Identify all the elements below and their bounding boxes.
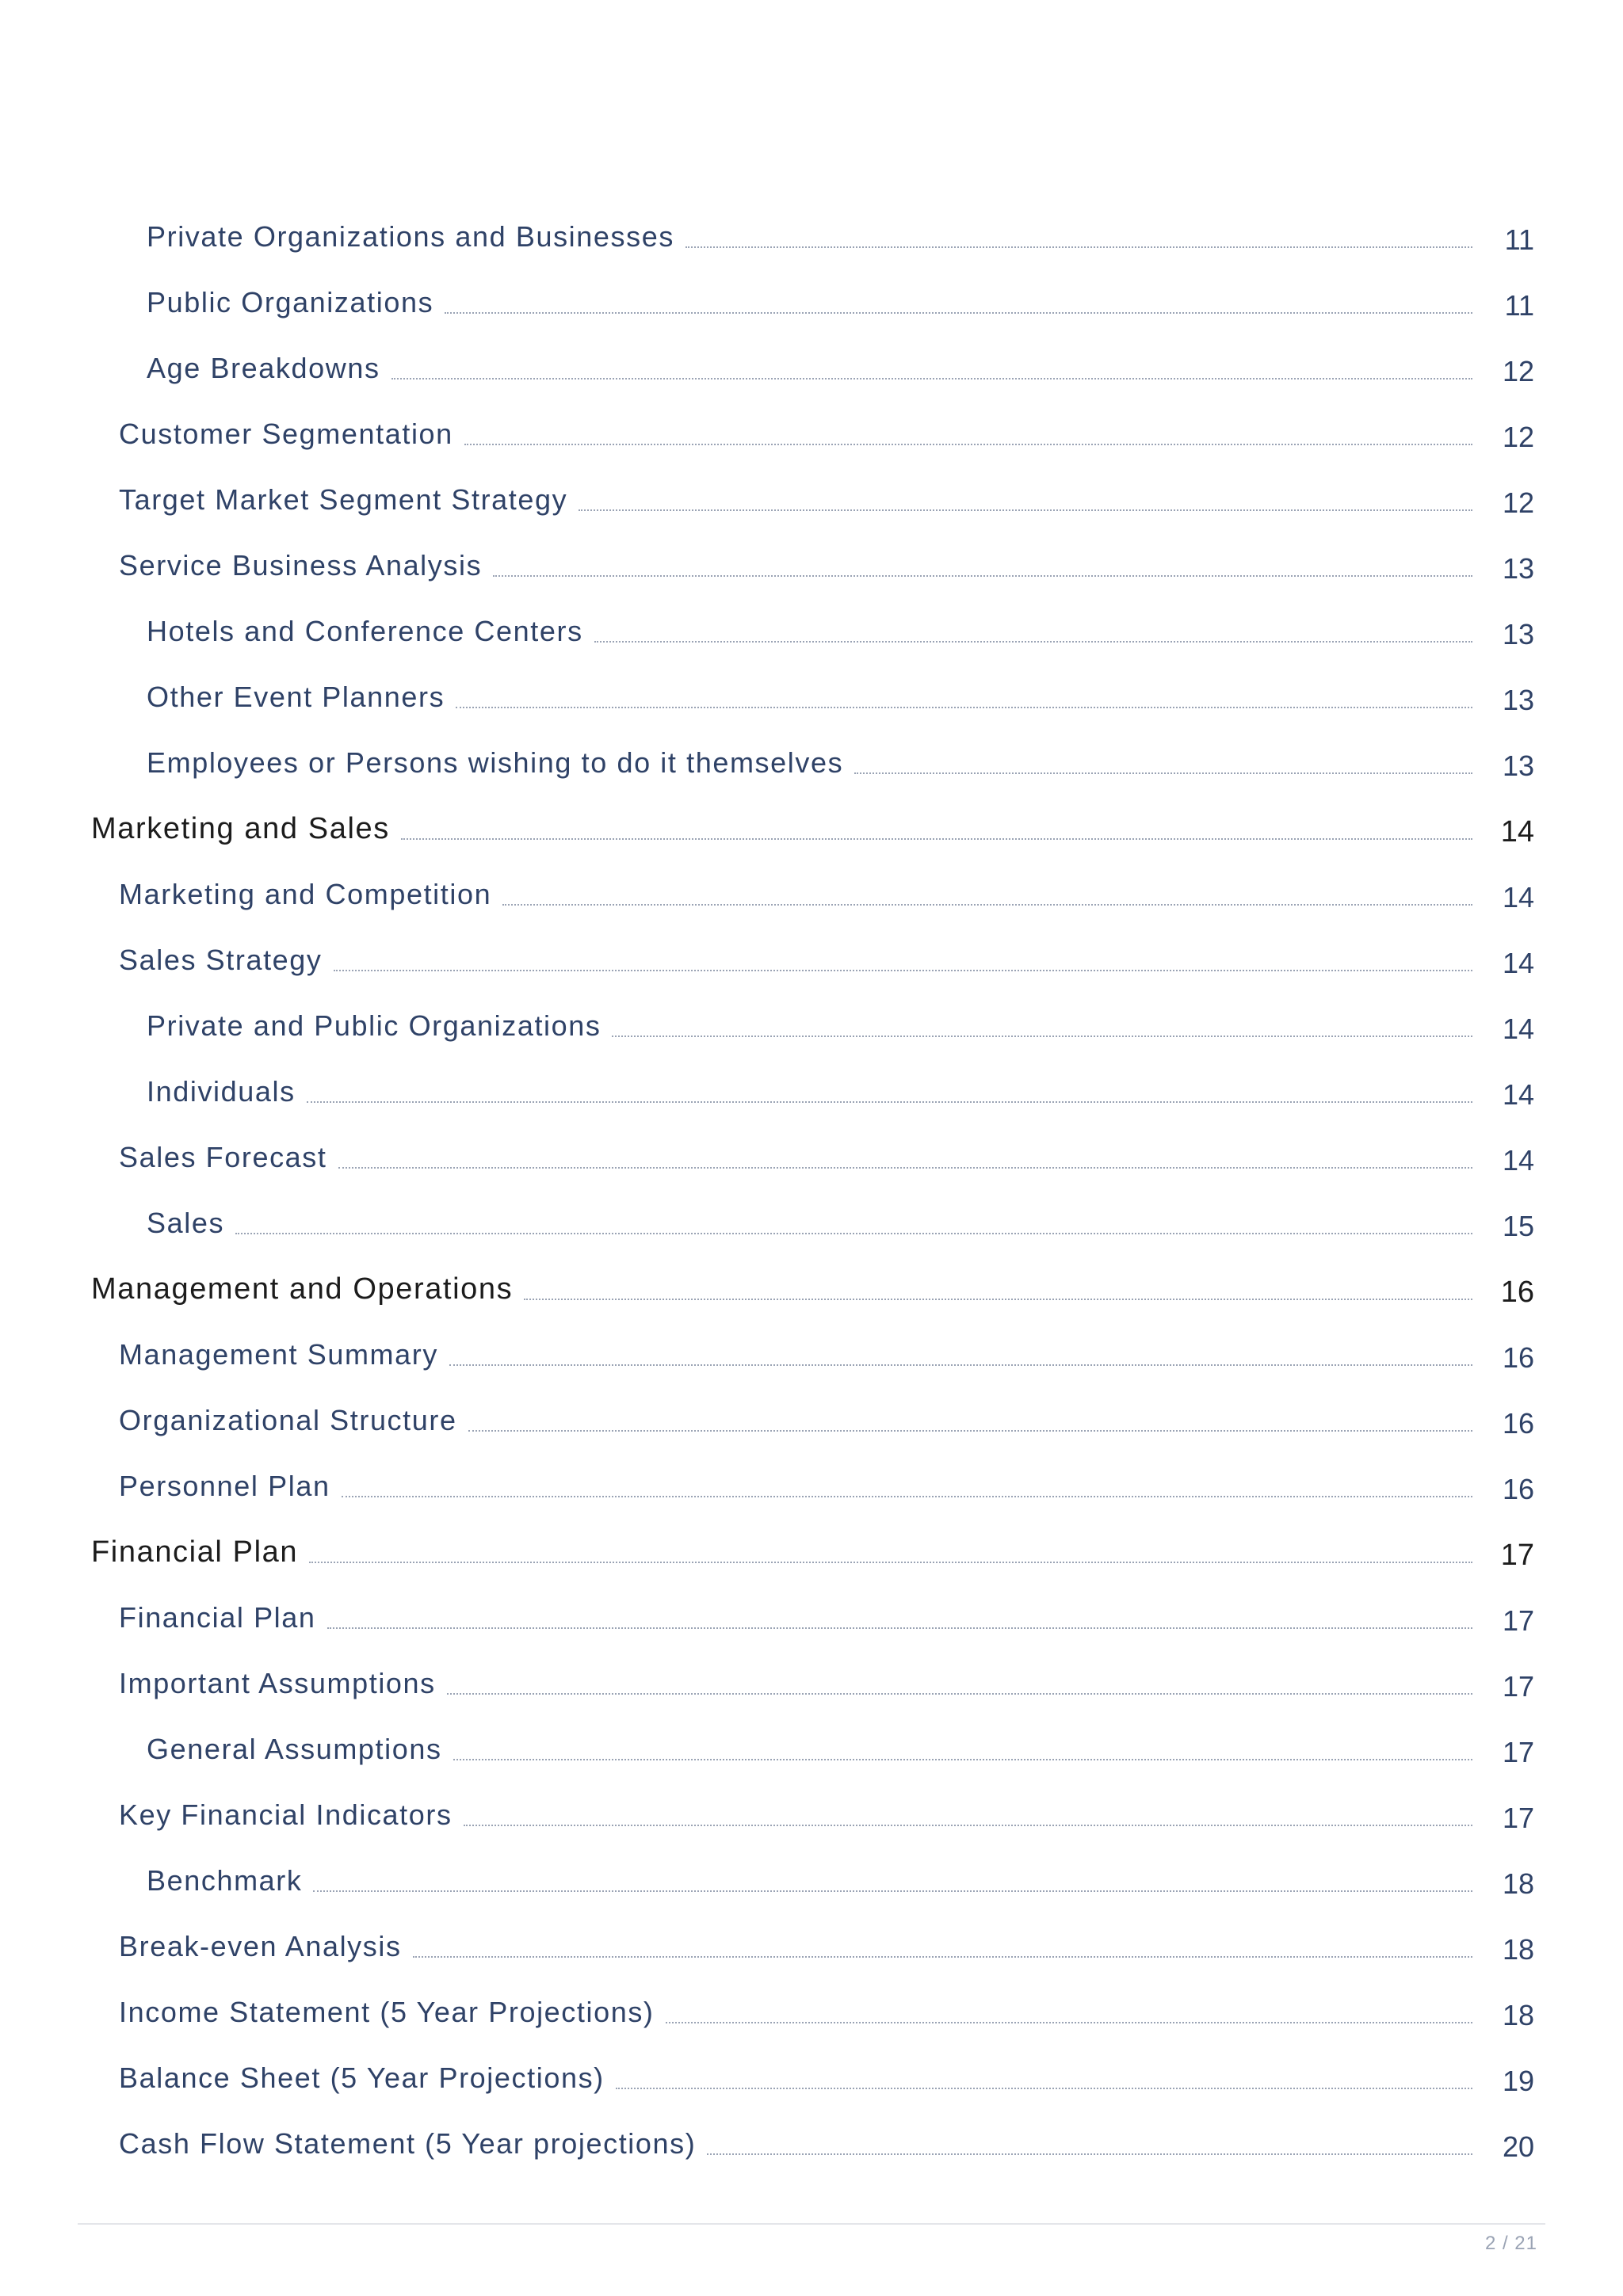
dot-leader bbox=[327, 1627, 1472, 1629]
dot-leader bbox=[453, 1759, 1472, 1760]
table-of-contents bbox=[0, 200, 1623, 2172]
toc-entry-title: Customer Segmentation bbox=[119, 418, 453, 450]
toc-entry-title: Age Breakdowns bbox=[147, 352, 380, 384]
toc-entry-title: Sales Forecast bbox=[119, 1141, 327, 1173]
dot-leader bbox=[309, 1562, 1472, 1563]
dot-leader bbox=[447, 1693, 1472, 1695]
toc-page-number: 14 bbox=[1502, 1013, 1534, 1045]
toc-page-number: 16 bbox=[1500, 1276, 1534, 1309]
dot-leader bbox=[524, 1299, 1472, 1300]
toc-page-number: 20 bbox=[1502, 2130, 1534, 2163]
toc-section-heading[interactable] bbox=[0, 791, 1623, 857]
toc-entry-title: Cash Flow Statement (5 Year projections) bbox=[119, 2127, 697, 2160]
toc-entry[interactable] bbox=[0, 397, 1623, 463]
toc-page-number: 13 bbox=[1502, 749, 1534, 782]
toc-entry[interactable] bbox=[0, 528, 1623, 594]
toc-entry-title: Marketing and Sales bbox=[91, 812, 390, 845]
dot-leader bbox=[449, 1364, 1472, 1366]
toc-entry[interactable] bbox=[0, 331, 1623, 397]
dot-leader bbox=[685, 246, 1472, 248]
dot-leader bbox=[468, 1430, 1472, 1432]
toc-page-number: 19 bbox=[1502, 2065, 1534, 2097]
toc-page-number: 17 bbox=[1502, 1736, 1534, 1768]
toc-entry-title: Marketing and Competition bbox=[119, 878, 492, 910]
toc-entry-title: Service Business Analysis bbox=[119, 549, 483, 582]
toc-entry[interactable] bbox=[0, 726, 1623, 791]
toc-page-number: 12 bbox=[1502, 486, 1534, 519]
dot-leader bbox=[707, 2153, 1472, 2155]
toc-entry[interactable] bbox=[0, 200, 1623, 265]
toc-page-number: 14 bbox=[1502, 1078, 1534, 1111]
toc-page-number: 14 bbox=[1502, 947, 1534, 979]
toc-page-number: 13 bbox=[1502, 552, 1534, 585]
toc-section-heading[interactable] bbox=[0, 1252, 1623, 1318]
toc-entry-title: Management Summary bbox=[119, 1338, 438, 1371]
toc-page-number: 13 bbox=[1502, 618, 1534, 650]
toc-page-number: 11 bbox=[1504, 289, 1534, 322]
toc-entry-title: Sales Strategy bbox=[119, 944, 323, 976]
toc-entry-title: Individuals bbox=[147, 1075, 296, 1108]
toc-page-number: 17 bbox=[1500, 1539, 1534, 1572]
page-counter: 2 / 21 bbox=[1484, 2233, 1537, 2254]
toc-entry-title: Private Organizations and Businesses bbox=[147, 220, 674, 253]
toc-section-heading[interactable] bbox=[0, 1515, 1623, 1581]
toc-page-number: 14 bbox=[1502, 881, 1534, 913]
toc-page-number: 16 bbox=[1502, 1407, 1534, 1440]
toc-entry[interactable] bbox=[0, 1120, 1623, 1186]
dot-leader bbox=[334, 970, 1472, 971]
toc-entry[interactable] bbox=[0, 857, 1623, 923]
toc-entry[interactable] bbox=[0, 2041, 1623, 2107]
toc-page-number: 15 bbox=[1502, 1210, 1534, 1242]
toc-entry-title: Other Event Planners bbox=[147, 681, 445, 713]
toc-entry[interactable] bbox=[0, 1646, 1623, 1712]
dot-leader bbox=[338, 1167, 1473, 1169]
toc-entry-title: Break-even Analysis bbox=[119, 1930, 402, 1962]
toc-entry-title: Key Financial Indicators bbox=[119, 1798, 453, 1831]
toc-page-number: 17 bbox=[1502, 1670, 1534, 1703]
toc-entry-title: Income Statement (5 Year Projections) bbox=[119, 1996, 655, 2028]
dot-leader bbox=[594, 641, 1472, 643]
toc-entry-title: Target Market Segment Strategy bbox=[119, 483, 568, 516]
toc-entry-title: Balance Sheet (5 Year Projections) bbox=[119, 2061, 605, 2094]
toc-entry[interactable] bbox=[0, 1318, 1623, 1383]
dot-leader bbox=[342, 1496, 1472, 1497]
toc-entry[interactable] bbox=[0, 1975, 1623, 2041]
toc-entry[interactable] bbox=[0, 1844, 1623, 1909]
toc-entry[interactable] bbox=[0, 2107, 1623, 2172]
toc-entry-title: Benchmark bbox=[147, 1864, 303, 1897]
dot-leader bbox=[445, 312, 1472, 314]
dot-leader bbox=[854, 772, 1472, 774]
dot-leader bbox=[413, 1956, 1472, 1958]
toc-entry[interactable] bbox=[0, 1055, 1623, 1120]
toc-entry-title: Personnel Plan bbox=[119, 1470, 330, 1502]
dot-leader bbox=[235, 1233, 1472, 1234]
toc-entry-title: Important Assumptions bbox=[119, 1667, 436, 1699]
dot-leader bbox=[502, 904, 1472, 906]
toc-page-number: 18 bbox=[1502, 1867, 1534, 1900]
toc-page-number: 18 bbox=[1502, 1999, 1534, 2031]
dot-leader bbox=[616, 2088, 1472, 2089]
toc-entry[interactable] bbox=[0, 1449, 1623, 1515]
toc-page-number: 11 bbox=[1504, 223, 1534, 256]
toc-entry-title: Public Organizations bbox=[147, 286, 434, 318]
dot-leader bbox=[307, 1101, 1472, 1103]
toc-page-number: 17 bbox=[1502, 1604, 1534, 1637]
toc-entry[interactable] bbox=[0, 1909, 1623, 1975]
dot-leader bbox=[493, 575, 1472, 577]
toc-page-number: 18 bbox=[1502, 1933, 1534, 1966]
toc-page-number: 12 bbox=[1502, 355, 1534, 387]
toc-entry[interactable] bbox=[0, 265, 1623, 331]
dot-leader bbox=[464, 1825, 1472, 1826]
dot-leader bbox=[401, 838, 1472, 840]
toc-entry[interactable] bbox=[0, 1581, 1623, 1646]
toc-page-number: 16 bbox=[1502, 1473, 1534, 1505]
toc-entry[interactable] bbox=[0, 923, 1623, 989]
toc-entry[interactable] bbox=[0, 1186, 1623, 1252]
toc-entry[interactable] bbox=[0, 989, 1623, 1055]
toc-page-number: 16 bbox=[1502, 1341, 1534, 1374]
dot-leader bbox=[313, 1890, 1472, 1892]
toc-entry[interactable] bbox=[0, 660, 1623, 726]
toc-page-number: 17 bbox=[1502, 1802, 1534, 1834]
dot-leader bbox=[456, 707, 1472, 708]
toc-entry[interactable] bbox=[0, 463, 1623, 528]
toc-entry[interactable] bbox=[0, 594, 1623, 660]
toc-entry[interactable] bbox=[0, 1712, 1623, 1778]
toc-entry-title: Sales bbox=[147, 1207, 225, 1239]
toc-page-number: 14 bbox=[1502, 1144, 1534, 1177]
toc-entry-title: General Assumptions bbox=[147, 1733, 442, 1765]
footer-divider bbox=[78, 2223, 1545, 2225]
toc-page-number: 12 bbox=[1502, 421, 1534, 453]
toc-page-number: 14 bbox=[1500, 815, 1534, 849]
toc-entry-title: Financial Plan bbox=[91, 1535, 299, 1569]
dot-leader bbox=[464, 444, 1472, 445]
toc-entry-title: Financial Plan bbox=[119, 1601, 316, 1634]
dot-leader bbox=[612, 1035, 1472, 1037]
toc-entry-title: Management and Operations bbox=[91, 1272, 514, 1306]
toc-entry-title: Employees or Persons wishing to do it themselves bbox=[147, 746, 844, 779]
toc-entry-title: Private and Public Organizations bbox=[147, 1009, 601, 1042]
toc-entry-title: Organizational Structure bbox=[119, 1404, 457, 1436]
toc-entry[interactable] bbox=[0, 1383, 1623, 1449]
dot-leader bbox=[579, 509, 1472, 511]
toc-page-number: 13 bbox=[1502, 684, 1534, 716]
toc-entry[interactable] bbox=[0, 1778, 1623, 1844]
toc-entry-title: Hotels and Conference Centers bbox=[147, 615, 583, 647]
dot-leader bbox=[391, 378, 1472, 379]
dot-leader bbox=[666, 2022, 1472, 2023]
